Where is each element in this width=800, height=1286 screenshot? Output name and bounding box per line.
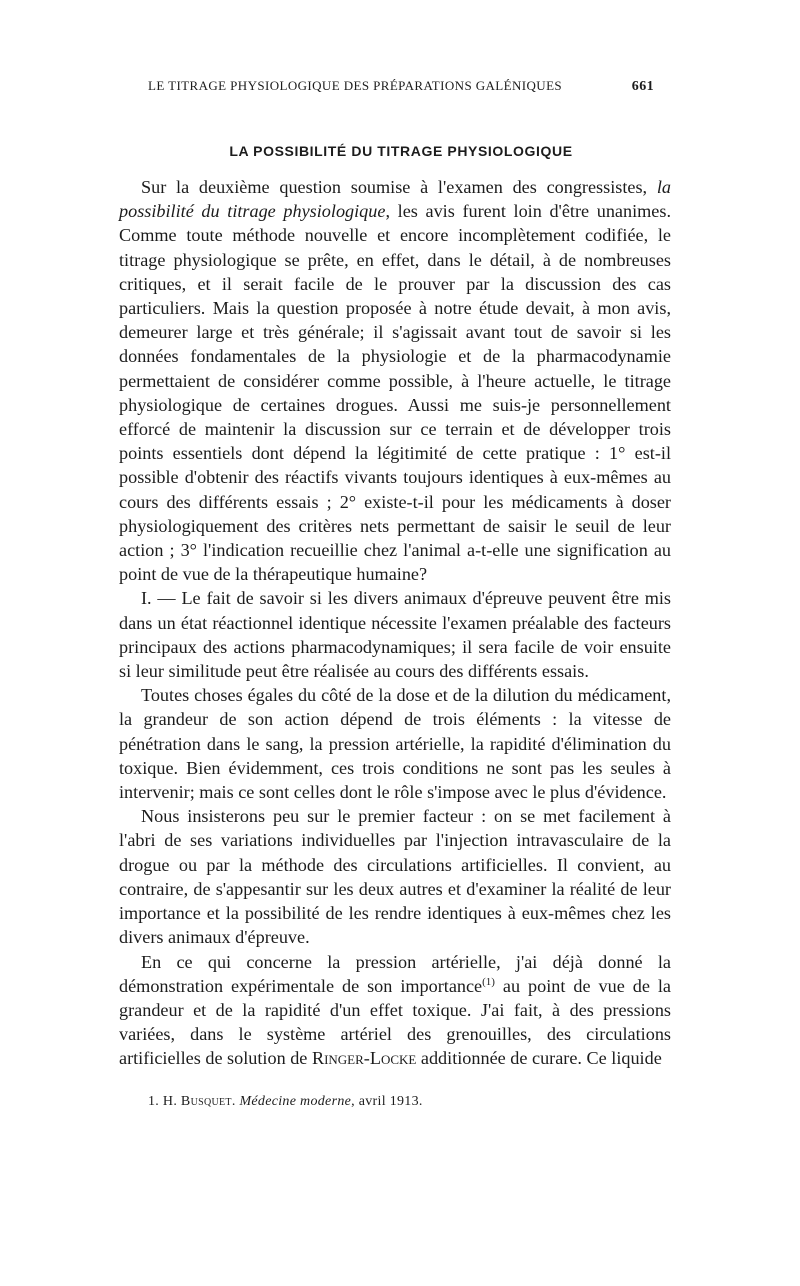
paragraph-1-text-a: Sur la deuxième question soumise à l'examen des congressistes, [141,177,657,197]
paragraph-5-text-b: au point de vue de la grandeur et de la rapidité d'un effet toxique. J'ai fait, à des pressions variées, dans le système artériel des grenouilles, des circulations artificielles de solution de [119,975,671,1069]
paragraph-3: Toutes choses égales du côté de la dose et de la dilution du médicament, la grandeur de son action dépend de trois éléments : la vitesse de pénétration dans le sang, la pression artérielle, la rapidité d'élimination du toxique. Bien évidemment, ces trois conditions ne sont pas les seules à intervenir; mais ce sont celles dont le rôle s'impose avec le plus d'évidence. [119,685,671,803]
paragraph-1 [119,175,671,586]
paragraph-4: Nous insisterons peu sur le premier facteur : on se met facilement à l'abri de ses variations individuelles par l'injection intravasculaire de la drogue ou par la méthode des circulations artificielles. Il convient, au contraire, de s'appesantir sur les deux autres et d'examiner la réalité de leur importance et la possibilité de les rendre identiques à eux-mêmes chez les divers animaux d'épreuve. [119,806,671,948]
footnote-journal: Médecine moderne [239,1094,352,1109]
footnote-date: , avril 1913. [351,1094,423,1109]
paragraph-1-text-b: , les avis furent loin d'être unanimes. Comme toute méthode nouvelle et encore incomplètement codifiée, le titrage physiologique se prête, en effet, dans le détail, à de nombreuses critiques, et il serait facile de le prouver par la discussion des cas particuliers. Mais la question proposée à notre étude devait, à mon avis, demeurer large et très générale; il s'agissait avant tout de savoir si les données fondamentales de la physiologie et de la pharmacodynamie permettaient de considérer comme possible, à l'heure actuelle, le titrage physiologique de certaines drogues. Aussi me suis-je personnellement efforcé de maintenir la discussion sur ce terrain et de développer trois points essentiels dont dépend la légitimité de cette pratique : 1° est-il possible d'obtenir des réactifs vivants toujours identiques à eux-mêmes au cours des différents essais ; 2° existe-t-il pour les médicaments à doser physiologiquement des critères nets permettant de saisir le seuil de leur action ; 3° l'indication recueillie chez l'animal a-t-elle une signification au point de vue de la thérapeutique humaine? [119,201,671,585]
paragraph-5-text-a: En ce qui concerne la pression artérielle, j'ai déjà donné la démonstration expérimentale de son importance [119,951,671,996]
page-number: 661 [631,79,654,94]
running-head [148,78,654,95]
footnote [148,1094,423,1110]
body-text [119,175,671,1071]
ringer-locke-name: Ringer-Locke [311,1048,417,1069]
running-title: LE TITRAGE PHYSIOLOGIQUE DES PRÉPARATIONS GALÉNIQUES [148,78,563,93]
section-title: LA POSSIBILITÉ DU TITRAGE PHYSIOLOGIQUE [229,143,573,159]
paragraph-2: I. — Le fait de savoir si les divers animaux d'épreuve peuvent être mis dans un état réactionnel identique nécessite l'examen préalable des facteurs principaux des actions pharmacodynamiques; il sera facile de voir ensuite si leur similitude peut être réalisée au cours des différents essais. [119,588,671,682]
footnote-author: H. Busquet. [162,1094,236,1109]
paragraph-5-text-c: additionnée de curare. Ce liquide [416,1048,662,1069]
paragraph-1-italic-phrase: la possibilité du titrage physiologique [119,177,671,222]
footnote-number: 1. [148,1094,160,1109]
paragraph-5 [119,950,671,1071]
footnote-reference: (1) [482,975,495,988]
